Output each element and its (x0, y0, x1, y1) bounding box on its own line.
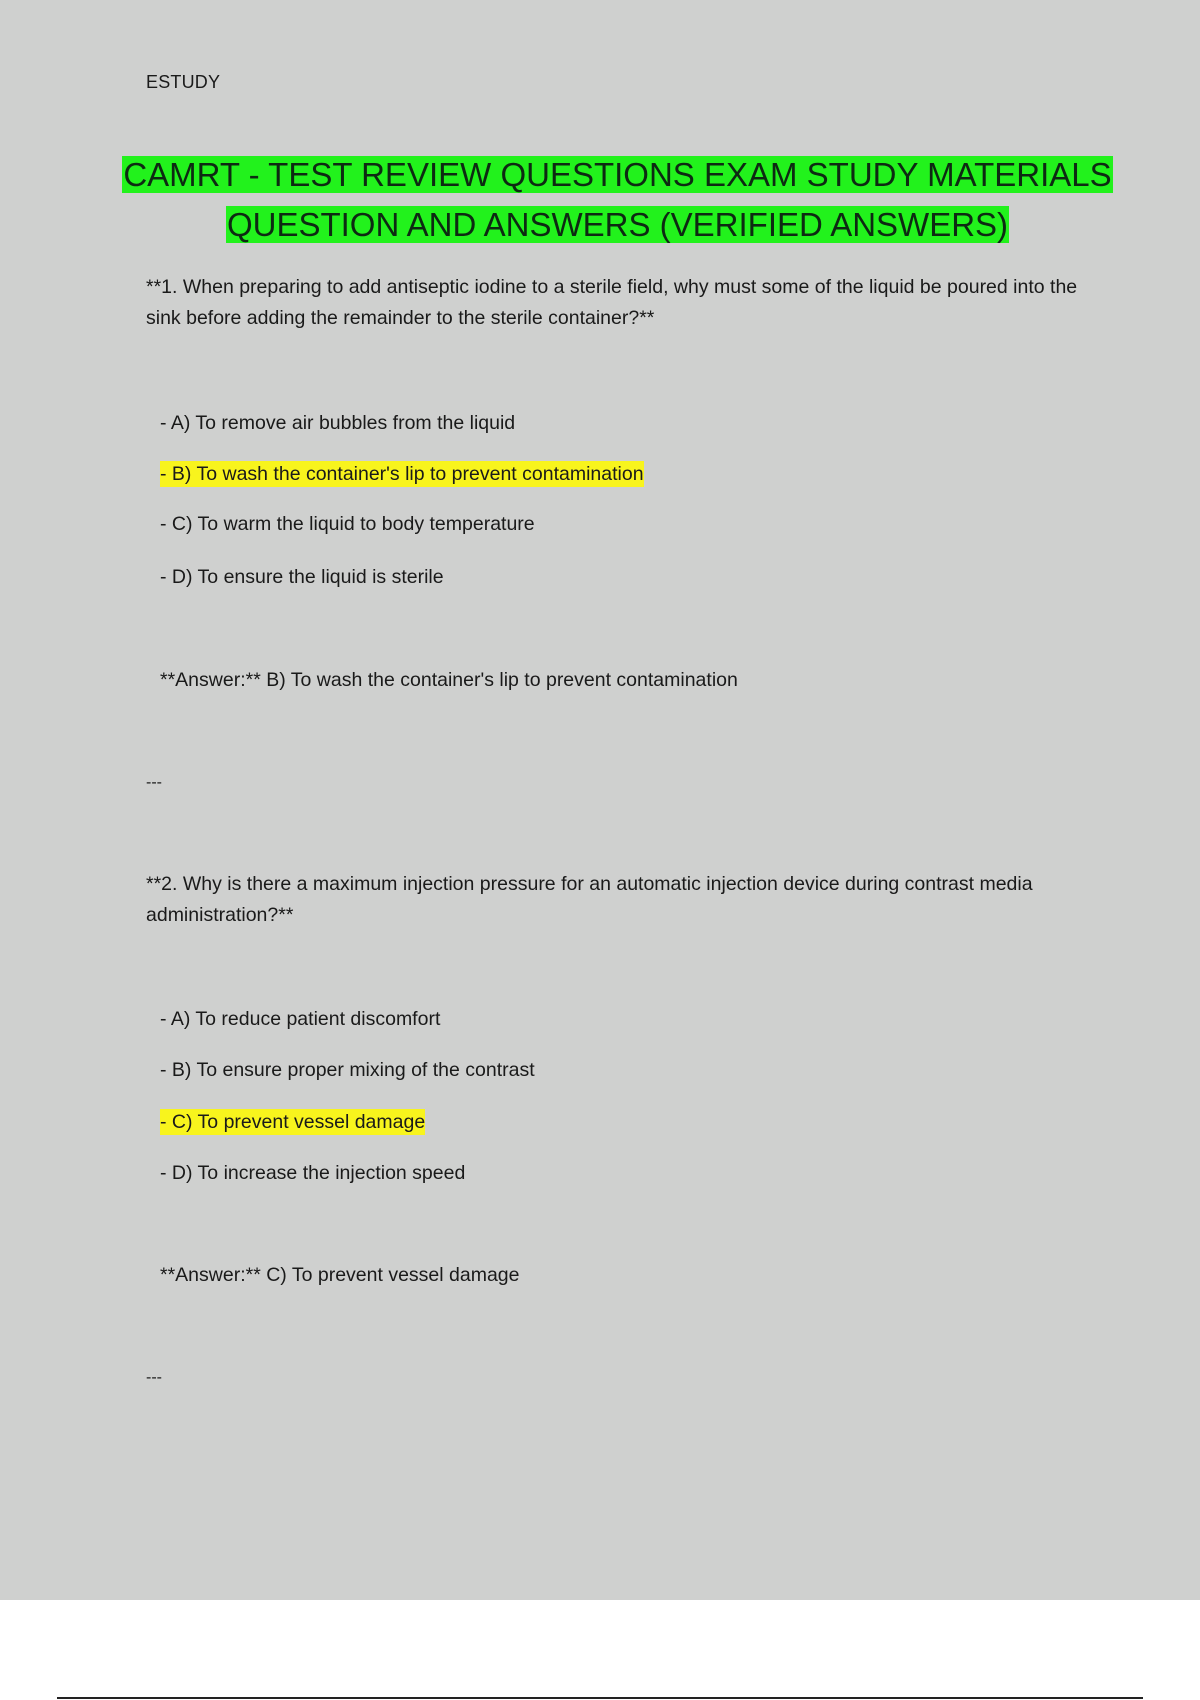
question-2-separator: --- (146, 1369, 162, 1386)
question-1-option-d: - D) To ensure the liquid is sterile (160, 566, 444, 588)
page-divider-line (57, 1697, 1143, 1699)
question-1-text: **1. When preparing to add antiseptic iodine to a sterile field, why must some of the liquid be poured into the sink before adding the remainder to the sterile container?** (146, 276, 1078, 329)
question-2-option-d: - D) To increase the injection speed (160, 1162, 466, 1184)
question-2-answer: **Answer:** C) To prevent vessel damage (160, 1264, 520, 1286)
question-2-option-c: - C) To prevent vessel damage (160, 1111, 426, 1133)
title-line-2: QUESTION AND ANSWERS (VERIFIED ANSWERS) (226, 206, 1009, 243)
question-2-option-b: - B) To ensure proper mixing of the contrast (160, 1059, 535, 1081)
question-1-option-a: - A) To remove air bubbles from the liquid (160, 412, 516, 434)
title-line-1: CAMRT - TEST REVIEW QUESTIONS EXAM STUDY MATERIALS (123, 156, 1112, 193)
question-1-separator: --- (146, 774, 162, 791)
question-1-option-b: - B) To wash the container's lip to prevent contamination (160, 463, 644, 485)
document-title (100, 150, 1135, 250)
question-2-option-a: - A) To reduce patient discomfort (160, 1008, 441, 1030)
question-1-answer: **Answer:** B) To wash the container's lip to prevent contamination (160, 669, 738, 691)
document-header: ESTUDY (146, 72, 221, 92)
question-1-option-c: - C) To warm the liquid to body temperature (160, 513, 535, 535)
question-2-text: **2. Why is there a maximum injection pressure for an automatic injection device during contrast media administration?** (146, 873, 1033, 926)
